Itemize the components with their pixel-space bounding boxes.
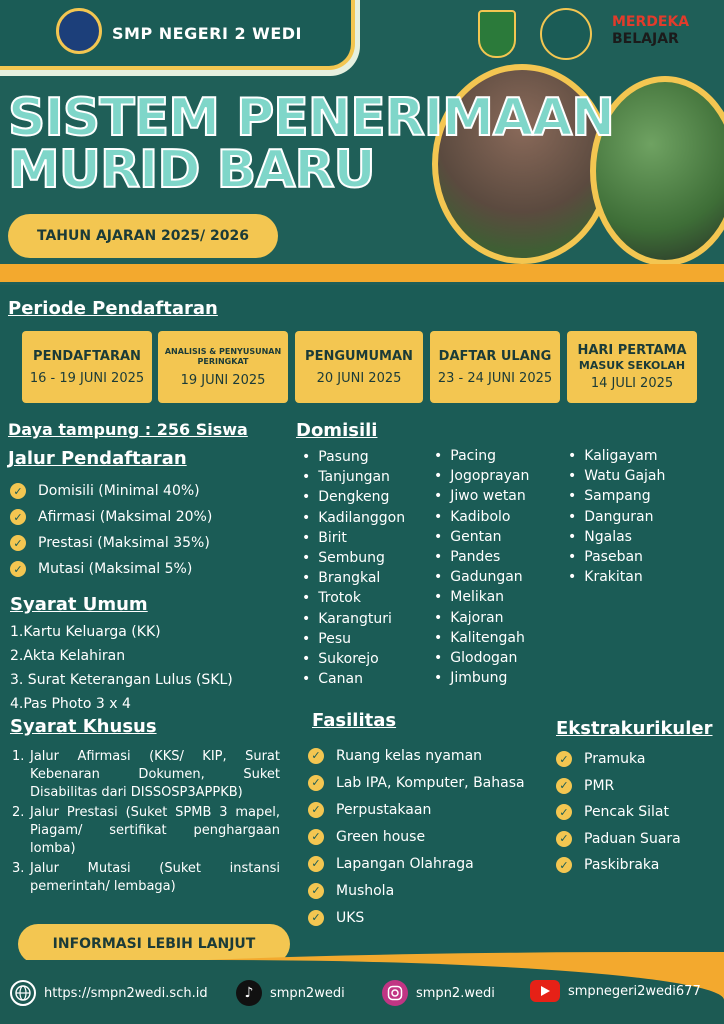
list-item <box>556 773 681 800</box>
domisili-item: • Kadibolo <box>434 507 529 527</box>
list-item <box>12 860 280 896</box>
domisili-item: • Glodogan <box>434 648 529 668</box>
list-item-label: PMR <box>584 777 615 794</box>
check-icon: ✓ <box>10 535 26 551</box>
item-number: 3. <box>12 861 25 876</box>
list-item: 1.Kartu Keluarga (KK) <box>10 624 161 640</box>
domisili-item: • Birit <box>302 528 405 548</box>
more-info-button[interactable]: INFORMASI LEBIH LANJUT <box>18 924 290 964</box>
list-item-label: Mushola <box>336 882 395 899</box>
youtube-icon <box>530 980 560 1002</box>
step-sublabel: MASUK SEKOLAH <box>578 359 686 372</box>
list-item-label: Paskibraka <box>584 857 660 874</box>
list-item <box>556 746 681 773</box>
list-item-label: Afirmasi (Maksimal 20%) <box>38 509 213 525</box>
school-name: SMP NEGERI 2 WEDI <box>112 24 302 43</box>
step-analisis <box>158 331 288 403</box>
syarat-khusus-title: Syarat Khusus <box>10 716 157 737</box>
list-item <box>10 504 290 530</box>
list-item <box>308 850 525 877</box>
globe-icon <box>10 980 36 1006</box>
regency-emblem-icon <box>478 10 516 58</box>
list-item-label: UKS <box>336 909 365 926</box>
merdeka-belajar-logo <box>612 14 690 56</box>
item-number: 2. <box>12 805 25 820</box>
list-item <box>556 852 681 879</box>
list-item-label: Perpustakaan <box>336 801 432 818</box>
domisili-item: • Jogoprayan <box>434 466 529 486</box>
youtube-link[interactable] <box>530 980 701 1002</box>
capacity-text: Daya tampung : 256 Siswa <box>8 420 248 439</box>
domisili-item: • Paseban <box>568 547 665 567</box>
check-icon: ✓ <box>308 910 324 926</box>
domisili-item: • Kajoran <box>434 608 529 628</box>
check-icon: ✓ <box>556 857 572 873</box>
list-item <box>10 478 290 504</box>
check-icon: ✓ <box>308 802 324 818</box>
jalur-list <box>10 478 290 582</box>
main-title-line2: MURID BARU <box>8 140 375 200</box>
domisili-item: • Danguran <box>568 507 665 527</box>
step-date: 20 JUNI 2025 <box>316 370 402 386</box>
check-icon: ✓ <box>308 748 324 764</box>
list-item-label: Pencak Silat <box>584 804 669 821</box>
list-item <box>308 904 525 931</box>
period-title: Periode Pendaftaran <box>8 298 218 319</box>
list-item-label: Mutasi (Maksimal 5%) <box>38 561 193 577</box>
check-icon: ✓ <box>10 483 26 499</box>
fasilitas-title: Fasilitas <box>312 710 397 731</box>
instagram-link[interactable] <box>382 980 495 1006</box>
instagram-icon <box>382 980 408 1006</box>
list-item <box>308 742 525 769</box>
domisili-item: • Sampang <box>568 486 665 506</box>
domisili-item: • Kaligayam <box>568 446 665 466</box>
website-link[interactable] <box>10 980 208 1006</box>
tiktok-icon: ♪ <box>236 980 262 1006</box>
domisili-item: • Melikan <box>434 587 529 607</box>
domisili-item: • Gentan <box>434 527 529 547</box>
list-item <box>308 823 525 850</box>
school-logo-icon <box>56 8 102 54</box>
domisili-column-3 <box>568 446 665 587</box>
academic-year-badge: TAHUN AJARAN 2025/ 2026 <box>8 214 278 258</box>
check-icon: ✓ <box>10 561 26 577</box>
step-label: PENDAFTARAN <box>33 348 141 364</box>
syarat-umum-title: Syarat Umum <box>10 594 148 615</box>
item-text: Jalur Prestasi (Suket SPMB 3 mapel, Piagam/ sertifikat penghargaan lomba) <box>30 805 280 856</box>
tiktok-handle: smpn2wedi <box>270 985 345 1001</box>
list-item-label: Pramuka <box>584 751 646 768</box>
domisili-item: • Krakitan <box>568 567 665 587</box>
domisili-item: • Karangturi <box>302 609 405 629</box>
domisili-item: • Pasung <box>302 447 405 467</box>
domisili-item: • Jiwo wetan <box>434 486 529 506</box>
check-icon: ✓ <box>308 829 324 845</box>
list-item-label: Prestasi (Maksimal 35%) <box>38 535 210 551</box>
step-pendaftaran <box>22 331 152 403</box>
step-date: 14 JULI 2025 <box>590 376 674 391</box>
list-item-label: Green house <box>336 828 426 845</box>
domisili-item: • Watu Gajah <box>568 466 665 486</box>
domisili-item: • Canan <box>302 669 405 689</box>
domisili-item: • Ngalas <box>568 527 665 547</box>
item-number: 1. <box>12 749 25 764</box>
domisili-item: • Sukorejo <box>302 649 405 669</box>
item-text: Jalur Afirmasi (KKS/ KIP, Surat Kebenaran Dokumen, Suket Disabilitas dari DISSOSP3APPKB) <box>30 749 280 800</box>
check-icon: ✓ <box>308 883 324 899</box>
belajar-text: BELAJAR <box>612 31 679 47</box>
tiktok-link[interactable] <box>236 980 345 1006</box>
instagram-handle: smpn2.wedi <box>416 985 495 1001</box>
step-date: 23 - 24 JUNI 2025 <box>437 370 553 386</box>
step-date: 19 JUNI 2025 <box>180 372 266 388</box>
check-icon: ✓ <box>556 778 572 794</box>
list-item <box>308 796 525 823</box>
list-item <box>12 804 280 858</box>
domisili-item: • Pacing <box>434 446 529 466</box>
step-hari-pertama <box>567 331 697 403</box>
step-daftar-ulang <box>430 331 560 403</box>
adiniata-logo-icon <box>540 8 592 60</box>
step-label: HARI PERTAMA <box>577 343 687 358</box>
domisili-item: • Brangkal <box>302 568 405 588</box>
list-item <box>10 556 290 582</box>
step-label: ANALISIS & PENYUSUNAN PERINGKAT <box>164 346 282 366</box>
syarat-khusus-list <box>12 748 280 898</box>
step-pengumuman <box>295 331 423 403</box>
website-text: https://smpn2wedi.sch.id <box>44 985 208 1001</box>
list-item <box>308 877 525 904</box>
step-date: 16 - 19 JUNI 2025 <box>29 370 145 386</box>
list-item-label: Ruang kelas nyaman <box>336 747 483 764</box>
domisili-item: • Jimbung <box>434 668 529 688</box>
main-title-line1: SISTEM PENERIMAAN <box>8 88 614 148</box>
list-item-label: Lapangan Olahraga <box>336 855 474 872</box>
list-item: 4.Pas Photo 3 x 4 <box>10 696 131 712</box>
check-icon: ✓ <box>556 831 572 847</box>
domisili-item: • Kadilanggon <box>302 508 405 528</box>
syarat-umum-list <box>10 624 233 720</box>
domisili-item: • Trotok <box>302 588 405 608</box>
step-label: DAFTAR ULANG <box>438 348 552 364</box>
domisili-item: • Dengkeng <box>302 487 405 507</box>
list-item-label: Domisili (Minimal 40%) <box>38 483 200 499</box>
header-divider-band <box>0 264 724 282</box>
domisili-title: Domisili <box>296 420 378 441</box>
domisili-item: • Pesu <box>302 629 405 649</box>
list-item: 3. Surat Keterangan Lulus (SKL) <box>10 672 233 688</box>
list-item <box>556 799 681 826</box>
check-icon: ✓ <box>556 751 572 767</box>
merdeka-text: MERDEKA <box>612 14 690 30</box>
domisili-column-2 <box>434 446 529 688</box>
jalur-title: Jalur Pendaftaran <box>8 448 187 469</box>
check-icon: ✓ <box>556 804 572 820</box>
list-item <box>10 530 290 556</box>
step-label: PENGUMUMAN <box>305 348 413 364</box>
check-icon: ✓ <box>10 509 26 525</box>
check-icon: ✓ <box>308 775 324 791</box>
ekstrakurikuler-list <box>556 746 681 879</box>
item-text: Jalur Mutasi (Suket instansi pemerintah/ lembaga) <box>30 861 280 894</box>
domisili-item: • Sembung <box>302 548 405 568</box>
list-item <box>556 826 681 853</box>
list-item <box>308 769 525 796</box>
domisili-item: • Gadungan <box>434 567 529 587</box>
ekstrakurikuler-title: Ekstrakurikuler <box>556 718 713 739</box>
domisili-item: • Kalitengah <box>434 628 529 648</box>
list-item <box>12 748 280 802</box>
list-item-label: Lab IPA, Komputer, Bahasa <box>336 774 525 791</box>
fasilitas-list <box>308 742 525 931</box>
check-icon: ✓ <box>308 856 324 872</box>
domisili-item: • Pandes <box>434 547 529 567</box>
list-item-label: Paduan Suara <box>584 830 681 847</box>
youtube-handle: smpnegeri2wedi677 <box>568 983 701 999</box>
domisili-item: • Tanjungan <box>302 467 405 487</box>
domisili-column-1 <box>302 447 405 689</box>
list-item: 2.Akta Kelahiran <box>10 648 126 664</box>
